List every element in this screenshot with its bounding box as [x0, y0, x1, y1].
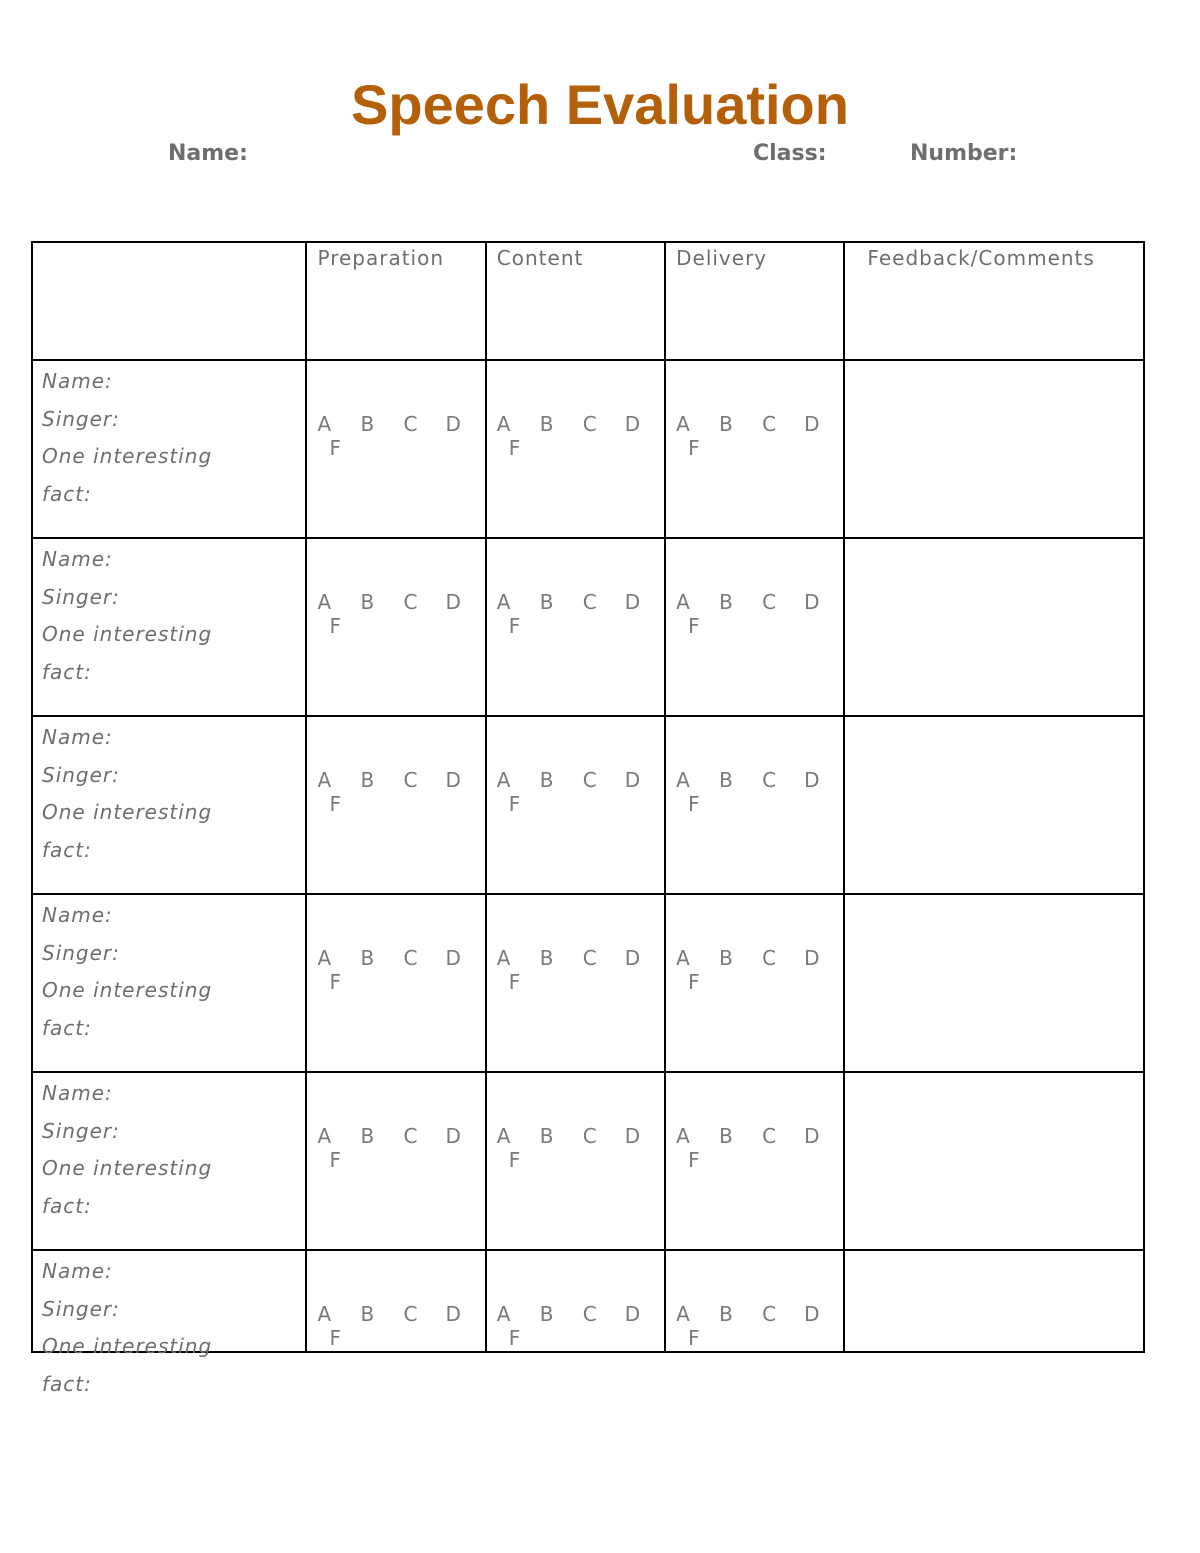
grade-option-c[interactable]: C	[582, 1124, 597, 1148]
grade-cell-preparation[interactable]	[306, 538, 485, 716]
grade-option-c[interactable]: C	[762, 768, 777, 792]
grade-option-a[interactable]: A	[676, 1124, 690, 1148]
grade-option-c[interactable]: C	[762, 946, 777, 970]
column-header-feedback: Feedback/Comments	[867, 246, 1095, 270]
grade-option-b[interactable]: B	[539, 590, 554, 614]
grade-option-d[interactable]: D	[445, 590, 461, 614]
grade-options	[487, 361, 664, 537]
fact-label-line1: One interesting	[42, 978, 213, 1002]
header-cell-blank	[32, 242, 306, 360]
grade-option-b[interactable]: B	[719, 768, 733, 792]
student-name-label: Name:	[42, 903, 113, 927]
grade-option-b[interactable]: B	[719, 946, 733, 970]
student-info-cell[interactable]	[32, 894, 306, 1072]
grade-option-c[interactable]: C	[582, 768, 597, 792]
grade-cell-content[interactable]	[486, 360, 665, 538]
grade-option-d[interactable]: D	[624, 590, 641, 614]
fact-label-line2: fact:	[42, 837, 92, 862]
header-cell-delivery	[665, 242, 844, 360]
fact-label-line2: fact:	[42, 1015, 92, 1040]
grade-option-c[interactable]: C	[762, 412, 777, 436]
feedback-cell[interactable]	[844, 1072, 1144, 1250]
singer-label: Singer:	[42, 762, 120, 787]
student-info-cell[interactable]	[32, 360, 306, 538]
grade-cell-preparation[interactable]	[306, 894, 485, 1072]
student-info-cell[interactable]	[32, 1250, 306, 1396]
grade-option-f[interactable]: F	[508, 614, 521, 638]
grade-options	[487, 1073, 664, 1249]
grade-option-c[interactable]: C	[403, 946, 418, 970]
grade-option-d[interactable]: D	[445, 946, 461, 970]
grade-option-c[interactable]: C	[762, 1302, 777, 1326]
grade-option-c[interactable]: C	[762, 590, 777, 614]
column-header-content: Content	[496, 246, 584, 270]
grade-option-f[interactable]: F	[508, 436, 521, 460]
student-name-label: Name:	[42, 1259, 113, 1283]
student-name-label: Name:	[42, 1081, 113, 1105]
grade-option-d[interactable]: D	[624, 412, 641, 436]
grade-option-b[interactable]: B	[719, 1302, 733, 1326]
grade-option-c[interactable]: C	[582, 946, 597, 970]
grade-option-a[interactable]: A	[496, 1124, 511, 1148]
student-row	[32, 360, 1144, 538]
fact-label-line2: fact:	[42, 1371, 92, 1396]
grade-option-d[interactable]: D	[445, 768, 461, 792]
evaluation-table	[31, 241, 1145, 1396]
feedback-cell[interactable]	[844, 716, 1144, 894]
grade-option-d[interactable]: D	[804, 1302, 820, 1326]
grade-option-c[interactable]: C	[403, 1302, 418, 1326]
grade-option-b[interactable]: B	[539, 1124, 554, 1148]
grade-cell-content[interactable]	[486, 1250, 665, 1352]
grade-options	[666, 895, 843, 1071]
student-fields	[33, 361, 305, 513]
grade-option-a[interactable]: A	[676, 768, 690, 792]
grade-options	[307, 1073, 484, 1249]
student-fields	[33, 1073, 305, 1225]
grade-option-c[interactable]: C	[403, 412, 418, 436]
singer-label: Singer:	[42, 1118, 120, 1143]
grade-option-a[interactable]: A	[317, 768, 332, 792]
grade-options	[487, 539, 664, 715]
number-label: Number:	[910, 141, 1018, 166]
grade-options	[666, 361, 843, 537]
student-fields	[33, 895, 305, 1047]
fact-label-line1: One interesting	[42, 1334, 213, 1358]
fact-label-line1: One interesting	[42, 800, 213, 824]
grade-option-a[interactable]: A	[676, 946, 690, 970]
student-name-label: Name:	[42, 369, 113, 393]
grade-option-a[interactable]: A	[496, 768, 511, 792]
grade-cell-preparation[interactable]	[306, 716, 485, 894]
feedback-cell[interactable]	[844, 538, 1144, 716]
grade-option-f[interactable]: F	[688, 792, 700, 816]
grade-option-d[interactable]: D	[804, 946, 820, 970]
fact-label-line1: One interesting	[42, 444, 213, 468]
grade-option-b[interactable]: B	[539, 412, 554, 436]
student-name-label: Name:	[42, 547, 113, 571]
grade-option-f[interactable]: F	[329, 792, 341, 816]
grade-option-f[interactable]: F	[688, 1326, 700, 1350]
column-header-preparation: Preparation	[317, 246, 445, 270]
student-fields	[33, 717, 305, 869]
grade-options	[666, 1251, 843, 1349]
grade-option-a[interactable]: A	[496, 1302, 511, 1326]
grade-option-b[interactable]: B	[539, 768, 554, 792]
header-row	[32, 242, 1144, 360]
grade-cell-content[interactable]	[486, 538, 665, 716]
singer-label: Singer:	[42, 584, 120, 609]
grade-option-f[interactable]: F	[329, 614, 341, 638]
grade-option-b[interactable]: B	[360, 1124, 375, 1148]
grade-option-f[interactable]: F	[508, 1148, 521, 1172]
grade-options	[487, 717, 664, 893]
grade-option-a[interactable]: A	[317, 412, 332, 436]
fact-label-line2: fact:	[42, 659, 92, 684]
student-row	[32, 538, 1144, 716]
fact-label-line2: fact:	[42, 1193, 92, 1218]
grade-cell-content[interactable]	[486, 716, 665, 894]
grade-cell-delivery[interactable]	[665, 360, 844, 538]
header-cell-feedback	[844, 242, 1144, 360]
fact-label-line1: One interesting	[42, 622, 213, 646]
grade-cell-preparation[interactable]	[306, 1250, 485, 1352]
grade-cell-delivery[interactable]	[665, 716, 844, 894]
student-row	[32, 1250, 1144, 1352]
feedback-cell[interactable]	[844, 360, 1144, 538]
student-row	[32, 1072, 1144, 1250]
grade-cell-delivery[interactable]	[665, 538, 844, 716]
grade-option-a[interactable]: A	[676, 1302, 690, 1326]
feedback-cell[interactable]	[844, 894, 1144, 1072]
grade-option-f[interactable]: F	[688, 1148, 700, 1172]
grade-option-f[interactable]: F	[329, 1148, 341, 1172]
page-title: Speech Evaluation	[351, 73, 849, 136]
grade-option-c[interactable]: C	[582, 590, 597, 614]
grade-options	[487, 895, 664, 1071]
grade-option-f[interactable]: F	[508, 1326, 521, 1350]
header-cell-preparation	[306, 242, 485, 360]
grade-option-a[interactable]: A	[317, 1124, 332, 1148]
student-info-cell[interactable]	[32, 716, 306, 894]
grade-option-d[interactable]: D	[804, 590, 820, 614]
grade-option-d[interactable]: D	[624, 1302, 641, 1326]
grade-option-b[interactable]: B	[360, 946, 375, 970]
grade-options	[666, 539, 843, 715]
header-cell-content	[486, 242, 665, 360]
grade-options	[307, 717, 484, 893]
grade-options	[666, 1073, 843, 1249]
name-label: Name:	[168, 141, 248, 166]
singer-label: Singer:	[42, 940, 120, 965]
grade-option-c[interactable]: C	[403, 590, 418, 614]
grade-option-b[interactable]: B	[539, 946, 554, 970]
student-fields	[33, 1251, 305, 1396]
grade-option-f[interactable]: F	[688, 970, 700, 994]
grade-option-b[interactable]: B	[719, 412, 733, 436]
grade-options	[487, 1251, 664, 1349]
student-info-cell[interactable]	[32, 1072, 306, 1250]
grade-option-a[interactable]: A	[496, 946, 511, 970]
grade-option-b[interactable]: B	[539, 1302, 554, 1326]
grade-cell-delivery[interactable]	[665, 894, 844, 1072]
student-info-cell[interactable]	[32, 538, 306, 716]
grade-option-d[interactable]: D	[445, 1124, 461, 1148]
grade-option-d[interactable]: D	[804, 768, 820, 792]
grade-option-a[interactable]: A	[676, 590, 690, 614]
grade-cell-delivery[interactable]	[665, 1072, 844, 1250]
grade-options	[666, 717, 843, 893]
grade-cell-content[interactable]	[486, 894, 665, 1072]
grade-option-a[interactable]: A	[317, 946, 332, 970]
grade-options	[307, 361, 484, 537]
grade-option-d[interactable]: D	[445, 1302, 461, 1326]
fact-label-line1: One interesting	[42, 1156, 213, 1180]
grade-option-d[interactable]: D	[804, 1124, 820, 1148]
grade-option-a[interactable]: A	[496, 412, 511, 436]
class-label: Class:	[753, 141, 827, 166]
grade-option-c[interactable]: C	[582, 1302, 597, 1326]
singer-label: Singer:	[42, 1296, 120, 1321]
grade-options	[307, 539, 484, 715]
grade-option-b[interactable]: B	[360, 590, 375, 614]
grade-option-c[interactable]: C	[403, 768, 418, 792]
grade-cell-content[interactable]	[486, 1072, 665, 1250]
grade-option-f[interactable]: F	[508, 970, 521, 994]
grade-option-d[interactable]: D	[624, 946, 641, 970]
grade-option-d[interactable]: D	[445, 412, 461, 436]
grade-option-b[interactable]: B	[360, 768, 375, 792]
grade-options	[307, 895, 484, 1071]
grade-option-c[interactable]: C	[582, 412, 597, 436]
grade-option-a[interactable]: A	[317, 1302, 332, 1326]
fact-label-line2: fact:	[42, 481, 92, 506]
grade-cell-delivery[interactable]	[665, 1250, 844, 1352]
grade-options	[307, 1251, 484, 1349]
grade-option-b[interactable]: B	[360, 412, 375, 436]
grade-cell-preparation[interactable]	[306, 360, 485, 538]
grade-option-d[interactable]: D	[624, 768, 641, 792]
grade-option-d[interactable]: D	[624, 1124, 641, 1148]
grade-option-f[interactable]: F	[688, 614, 700, 638]
student-row	[32, 716, 1144, 894]
grade-cell-preparation[interactable]	[306, 1072, 485, 1250]
grade-option-b[interactable]: B	[719, 590, 733, 614]
grade-option-f[interactable]: F	[508, 792, 521, 816]
grade-option-a[interactable]: A	[676, 412, 690, 436]
grade-option-d[interactable]: D	[804, 412, 820, 436]
grade-option-c[interactable]: C	[762, 1124, 777, 1148]
grade-option-f[interactable]: F	[329, 1326, 341, 1350]
student-name-label: Name:	[42, 725, 113, 749]
grade-option-a[interactable]: A	[317, 590, 332, 614]
grade-option-b[interactable]: B	[719, 1124, 733, 1148]
feedback-cell[interactable]	[844, 1250, 1144, 1352]
grade-option-c[interactable]: C	[403, 1124, 418, 1148]
grade-option-a[interactable]: A	[496, 590, 511, 614]
grade-option-b[interactable]: B	[360, 1302, 375, 1326]
column-header-delivery: Delivery	[676, 246, 768, 270]
singer-label: Singer:	[42, 406, 120, 431]
grade-option-f[interactable]: F	[688, 436, 700, 460]
grade-option-f[interactable]: F	[329, 970, 341, 994]
grade-option-f[interactable]: F	[329, 436, 341, 460]
student-row	[32, 894, 1144, 1072]
student-fields	[33, 539, 305, 691]
